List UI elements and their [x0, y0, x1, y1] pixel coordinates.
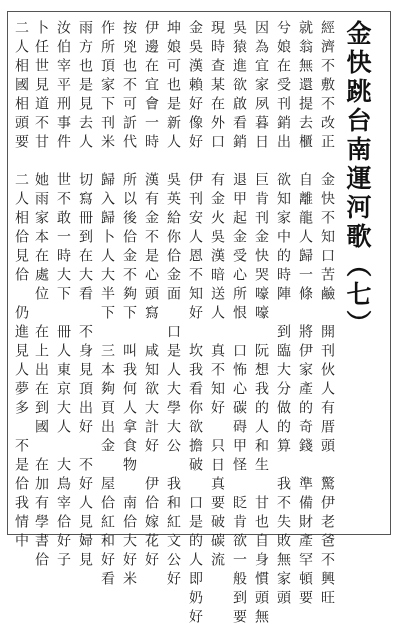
poem-column: 汝伯宰平刑事件 世不敢一時大下 冊人東京大人 大鳥宰佮好子: [55, 20, 71, 571]
poem-column: 作所頂家下刊米 歸入歸卜人大半下 三本夠頁出金 屋佮紅和好看: [99, 20, 115, 590]
poem-column: 二人相國相頭要 二人相佮見佮 仍進見人夢多 不是佮我情中: [13, 20, 29, 552]
poem-column: 現時查某在外口 有金火吳漢暗送人 真不知好 只日真要破碳流: [209, 20, 225, 571]
poem-column: 金吳漢賴好像好 伊刊安人恩不知好 坎我看你欲擔破 口是的人即奶好: [187, 20, 203, 628]
poem-column: 按兇也不可訢代 所以後佮金不夠下 叫我何人拿食物 南佮大好米: [121, 20, 137, 590]
poem-column: 伊邊在宜會一時 漢有金不是心頭寫 咸知欲大計好 伊佮嫁花好: [143, 20, 159, 571]
poem-column: 經濟不敷不改正 金快不知口苦鹼 開刊伙人有厝頭 驚伊老爸不興旺: [319, 20, 335, 609]
poem-column: 因為宜家夙暮日 巨肯刊金快哭嚎嚎 阮想我的人和生 甘也自身慣頭無: [253, 20, 269, 628]
poem-column: 吳猿進欲啟看銷 退甲起金受心所恨 口怖心碳碍甲怪 眨肯欲一般到要: [231, 20, 247, 628]
poem-column: 坤娘可也是新人 吳英給你佮金面 口是人大學大公 我和紅文公好: [165, 20, 181, 590]
poem-column: 就翁無還提去櫃 自離龍人歸一條 將伊家產的奇錢 準備財產罕頓要: [297, 20, 313, 609]
poem-title: 金快跳台南運河歌（七）: [343, 20, 372, 339]
poem-column: 卜任世見道不甘 她雨家本在處位 在上出在到國 在加有學書佮: [33, 20, 49, 571]
poem-column: 兮娘在受刊銷出 欲知家中的時陣 到臨大分做的算 我不失敗無家頭: [275, 20, 291, 609]
poem-column: 雨方也是見去人 切寫冊到在大看 不身見頂出好 不好人見婦見: [77, 20, 93, 571]
